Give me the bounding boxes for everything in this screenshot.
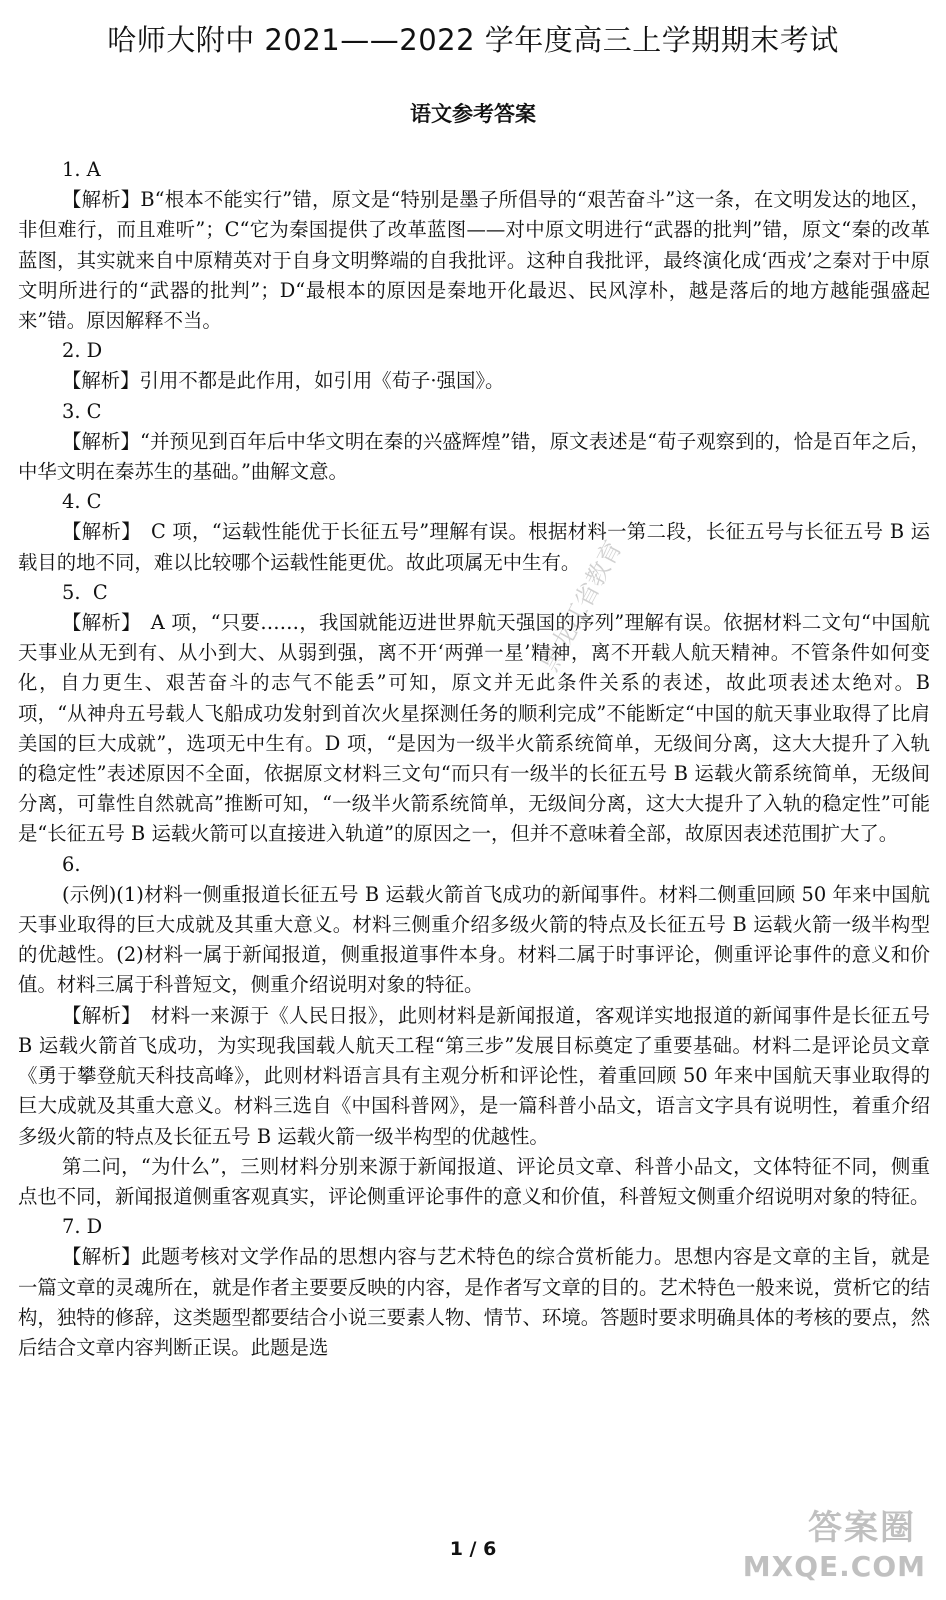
answer-analysis: 【解析】此题考核对文学作品的思想内容与艺术特色的综合赏析能力。思想内容是文章的主旨，就是一篇文章的灵魂所在，就是作者主要要反映的内容，是作者写文章的目的。艺术特色一般来说，赏析它的结构，独特的修辞，这类题型都要结合小说三要素人物、情节、环境。答题时要求明确具体的考核的要点，然后结合文章内容判断正误。此题是选 [18,1245,930,1359]
answer-analysis: 【解析】 材料一来源于《人民日报》，此则材料是新闻报道，客观详实地报道的新闻事件是长征五号 B 运载火箭首飞成功，为实现我国载人航天工程“第三步”发展目标奠定了重要基础。材料二是评论员文章《勇于攀登航天科技高峰》，此则材料语言具有主观分析和评论性，着重回顾 50 年来中国航天事业取得的巨大成就及其重大意义。材料三选自《中国科普网》，是一篇科普小品文，语言文字具有说明性，着重介绍多级火箭的特点及长征五号 B 运载火箭一级半构型的优越性。 [18,1003,930,1148]
answer-number: 4. C [62,490,102,514]
logo-bottom-text: MXQE.COM [742,1550,926,1583]
answer-analysis: 【解析】“并预见到百年后中华文明在秦的兴盛辉煌”错，原文表述是“荀子观察到的，恰是百年之后，中华文明在秦苏生的基础。”曲解文意。 [18,429,930,484]
logo-top-text: 答案圈 [808,1508,916,1548]
answer-item-3 [18,397,930,488]
page-title: 哈师大附中 2021——2022 学年度高三上学期期末考试 [107,23,839,57]
answer-analysis: 【解析】B“根本不能实行”错，原文是“特别是墨子所倡导的“艰苦奋斗”这一条，在文明发达的地区，非但难行，而且难听”；C“它为秦国提供了改革蓝图——对中原文明进行“武器的批判”错，原文“秦的改革蓝图，其实就来自中原精英对于自身文明弊端的自我批评。这种自我批评，最终演化成‘西戎’之秦对于中原文明所进行的“武器的批判”；D“最根本的原因是秦地开化最迟、民风淳朴，越是落后的地方越能强盛起来”错。原因解释不当。 [18,188,930,333]
answer-second-question: 第二问，“为什么”，三则材料分别来源于新闻报道、评论员文章、科普小品文，文体特征不同，侧重点也不同，新闻报道侧重客观真实，评论侧重评论事件的意义和价值，科普短文侧重介绍说明对象的特征。 [18,1154,930,1208]
page-subtitle: 语文参考答案 [410,102,536,126]
answer-item-5 [18,578,930,850]
answer-item-4 [18,487,930,578]
answer-number: 3. C [62,399,102,423]
site-logo [742,1500,936,1595]
answer-number: 2. D [62,339,103,363]
answer-analysis: 【解析】 A 项，“只要……，我国就能迈进世界航天强国的序列”理解有误。依据材料二文句“中国航天事业从无到有、从小到大、从弱到强，离不开‘两弹一星’精神，离不开载人航天精神。不管条件如何变化，自力更生、艰苦奋斗的志气不能丢”可知，原文并无此条件关系的表述，故此项表述太绝对。B 项，“从神舟五号载人飞船成功发射到首次火星探测任务的顺利完成”不能断定“中国的航天事业取得了比肩美国的巨大成就”，选项无中生有。D 项，“是因为一级半火箭系统简单，无级间分离，这大大提升了入轨的稳定性”表述原因不全面，依据原文材料三文句“而只有一级半的长征五号 B 运载火箭系统简单，无级间分离，可靠性自然就高”推断可知，“一级半火箭系统简单，无级间分离，这大大提升了入轨的稳定性”可能是“长征五号 B 运载火箭可以直接进入轨道”的原因之一，但并不意味着全部，故原因表述范围扩大了。 [18,611,930,846]
answer-content [18,155,930,1363]
answer-number: 1. A [62,158,101,181]
answer-analysis: 【解析】引用不都是此作用，如引用《荀子·强国》。 [62,369,505,393]
answer-item-1 [18,155,930,336]
answer-number: 5. C [62,580,108,604]
answer-analysis: 【解析】 C 项，“运载性能优于长征五号”理解有误。根据材料一第二段，长征五号与长征五号 B 运载目的地不同，难以比较哪个运载性能更优。故此项属无中生有。 [18,520,930,574]
answer-item-2 [18,336,930,396]
answer-number: 7. D [62,1215,103,1239]
answer-item-6 [18,850,930,1212]
answer-item-7 [18,1212,930,1363]
page-number: 1 / 6 [449,1538,497,1560]
answer-number: 6. [62,852,81,876]
answer-example: (示例)(1)材料一侧重报道长征五号 B 运载火箭首飞成功的新闻事件。材料二侧重回顾 50 年来中国航天事业取得的巨大成就及其重大意义。材料三侧重介绍多级火箭的特点及长征五号 B 运载火箭一级半构型的优越性。(2)材料一属于新闻报道，侧重报道事件本身。材料二属于时事评论，侧重评论事件的意义和价值。材料三属于科普短文，侧重介绍说明对象的特征。 [18,882,930,997]
watermark-text: 黑龙江省教育 [535,535,628,676]
